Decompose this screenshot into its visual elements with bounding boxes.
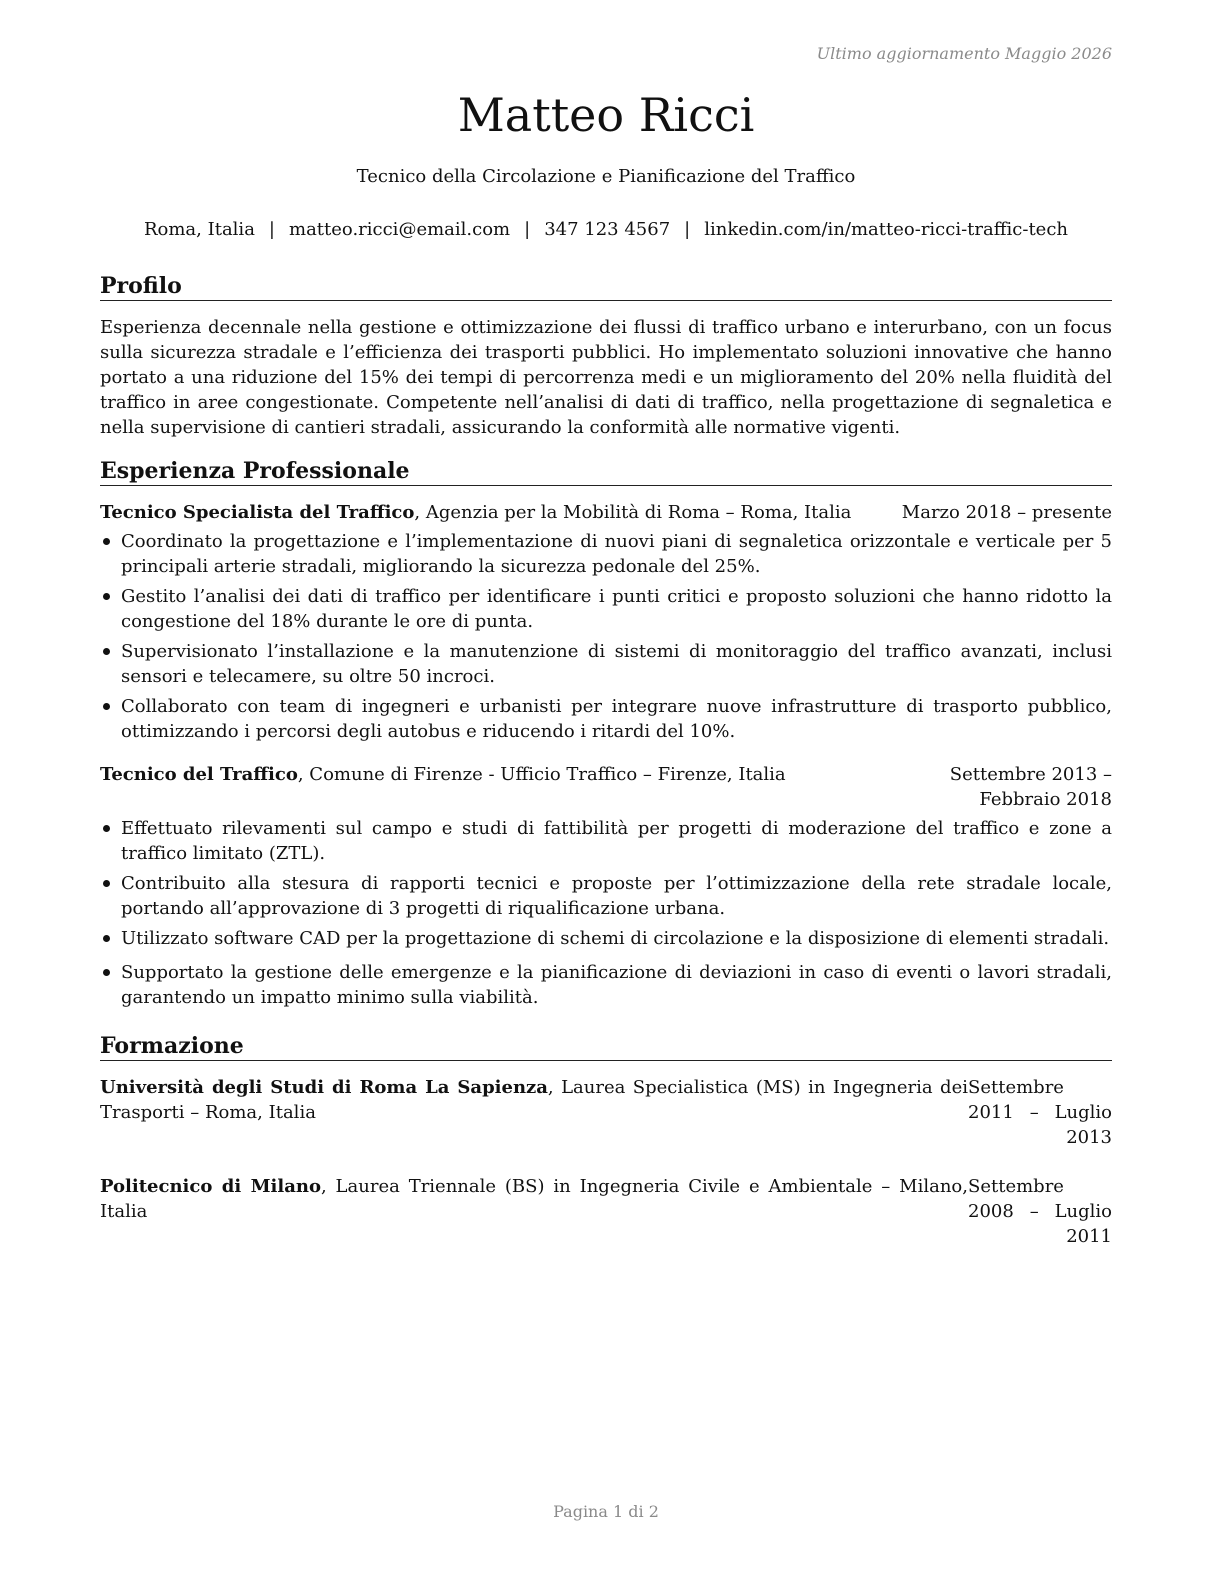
job-bullet: Coordinato la progettazione e l’implementazione di nuovi piani di segnaletica orizzontale e verticale per 5 principali arterie stradali, migliorando la sicurezza pedonale del 25%. (100, 529, 1112, 579)
job-entry (100, 762, 1112, 1010)
candidate-name: Matteo Ricci (457, 88, 755, 142)
education-entry (100, 1075, 1112, 1150)
education-dates-year: 2011 (1066, 1226, 1112, 1247)
contact-location: Roma, Italia (143, 219, 255, 240)
job-bullet: Contribuito alla stesura di rapporti tecnici e proposte per l’ottimizzazione della rete stradale locale, portando all’approvazione di 3 progetti di riqualificazione urbana. (100, 871, 1112, 921)
contact-email[interactable]: matteo.ricci@email.com (289, 219, 511, 240)
education-section (100, 1032, 1112, 1249)
contact-separator: | (684, 219, 691, 240)
education-dates-line: Settembre 2008 – Luglio (968, 1176, 1112, 1222)
contact-linkedin[interactable]: linkedin.com/in/matteo-ricci-traffic-tech (704, 219, 1069, 240)
section-title-experience: Esperienza Professionale (100, 457, 1112, 486)
last-updated: Ultimo aggiornamento Maggio 2026 (816, 44, 1112, 63)
job-entry (100, 500, 1112, 744)
education-school: Università degli Studi di Roma La Sapienza (100, 1077, 548, 1098)
job-org: , Comune di Firenze - Ufficio Traffico – Firenze, Italia (297, 764, 786, 785)
job-bullet: Supportato la gestione delle emergenze e la pianificazione di deviazioni in caso di eventi o lavori stradali, garantendo un impatto minimo sulla viabilità. (100, 960, 1112, 1010)
education-entry (100, 1174, 1112, 1249)
experience-section (100, 457, 1112, 1015)
job-org: , Agenzia per la Mobilità di Roma – Roma, Italia (414, 502, 852, 523)
job-role: Tecnico Specialista del Traffico (100, 502, 415, 523)
job-bullet: Supervisionato l’installazione e la manutenzione di sistemi di monitoraggio del traffico avanzati, inclusi sensori e telecamere, su oltre 50 incroci. (100, 639, 1112, 689)
section-title-education: Formazione (100, 1032, 1112, 1061)
contact-phone[interactable]: 347 123 4567 (544, 219, 671, 240)
education-degree: , Laurea Specialistica (MS) in Ingegneria dei Trasporti – Roma, Italia (100, 1077, 968, 1123)
education-degree: , Laurea Triennale (BS) in Ingegneria Civile e Ambientale – Milano, Italia (100, 1176, 968, 1222)
job-bullet: Utilizzato software CAD per la progettazione di schemi di circolazione e la disposizione di elementi stradali. (100, 926, 1112, 951)
job-header (100, 762, 1112, 812)
job-bullets (100, 529, 1112, 744)
education-school: Politecnico di Milano (100, 1176, 321, 1197)
contact-separator: | (524, 219, 531, 240)
resume-page (100, 0, 1112, 1584)
job-bullet: Effettuato rilevamenti sul campo e studi di fattibilità per progetti di moderazione del traffico e zone a traffico limitato (ZTL). (100, 816, 1112, 866)
job-bullet: Collaborato con team di ingegneri e urbanisti per integrare nuove infrastrutture di trasporto pubblico, ottimizzando i percorsi degli autobus e riducendo i ritardi del 10%. (100, 694, 1112, 744)
education-dates (968, 1075, 1112, 1150)
job-header (100, 500, 1112, 525)
job-dates: Settembre 2013 – Febbraio 2018 (949, 764, 1112, 810)
section-title-profile: Profilo (100, 272, 1112, 301)
profile-text: Esperienza decennale nella gestione e ottimizzazione dei flussi di traffico urbano e interurbano, con un focus sulla sicurezza stradale e l’efficienza dei trasporti pubblici. Ho implementato soluzioni innovative che hanno portato a una riduzione del 15% dei tempi di percorrenza medi e un miglioramento del 20% nella fluidità del traffico in aree congestionate. Competente nell’analisi di dati di traffico, nella progettazione di segnaletica e nella supervisione di cantieri stradali, assicurando la conformità alle normative vigenti. (100, 317, 1112, 438)
job-title: Tecnico della Circolazione e Pianificazione del Traffico (356, 166, 856, 187)
page-number: Pagina 1 di 2 (553, 1502, 659, 1521)
job-dates: Marzo 2018 – presente (901, 502, 1112, 523)
contact-separator: | (268, 219, 275, 240)
job-bullets (100, 816, 1112, 1010)
education-dates (968, 1174, 1112, 1249)
profile-section (100, 272, 1112, 440)
contact-line (100, 219, 1112, 240)
education-dates-line: Settembre 2011 – Luglio (968, 1077, 1112, 1123)
job-bullet: Gestito l’analisi dei dati di traffico per identificare i punti critici e proposto soluzioni che hanno ridotto la congestione del 18% durante le ore di punta. (100, 584, 1112, 634)
education-dates-year: 2013 (1066, 1127, 1112, 1148)
job-role: Tecnico del Traffico (100, 764, 298, 785)
